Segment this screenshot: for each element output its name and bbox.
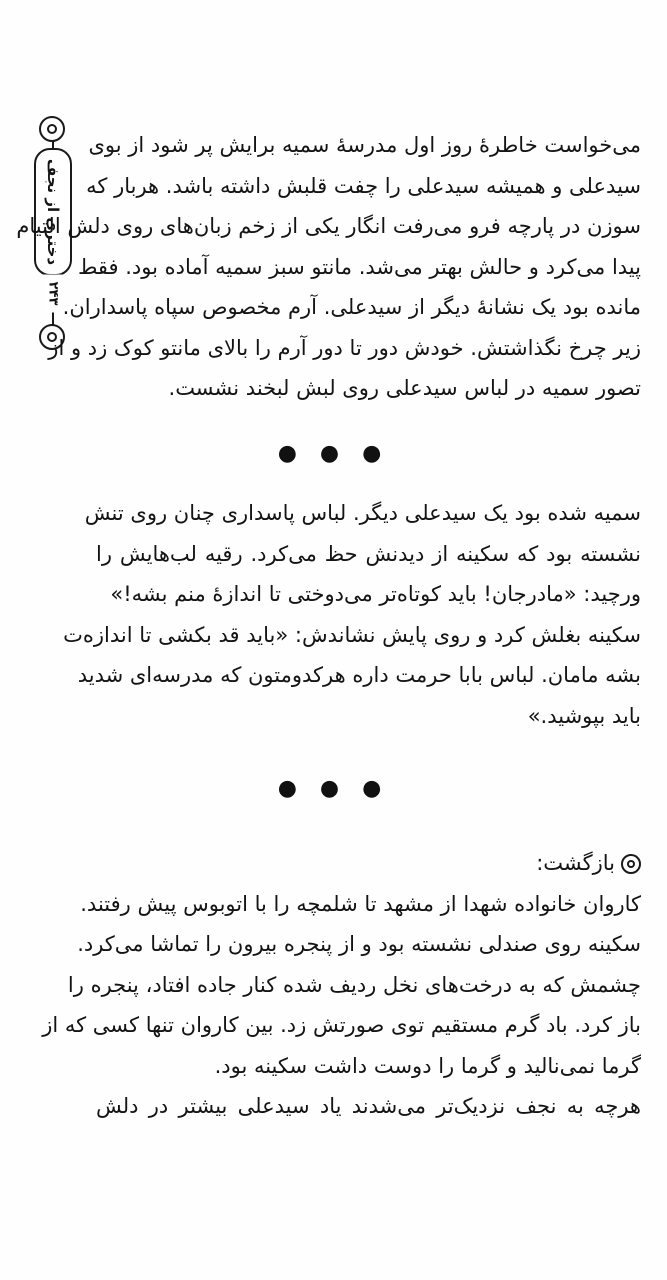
text-line: می‌خواست خاطرهٔ روز اول مدرسهٔ سمیه برایش پر شود از بوی xyxy=(88,133,641,157)
text-line: باز کرد. باد گرم مستقیم توی صورتش زد. بین کاروان تنها کسی که از xyxy=(42,1013,641,1037)
book-title: دختری از نجف xyxy=(44,158,62,266)
text-line: سمیه شده بود یک سیدعلی دیگر. لباس پاسداری چنان روی تنش xyxy=(84,501,641,525)
ornament-circle-icon xyxy=(621,854,641,874)
text-line: سوزن در پارچه فرو می‌رفت انگار یکی از زخم زبان‌های روی دلش التیام xyxy=(16,214,641,238)
text-line: مانده بود یک نشانهٔ دیگر از سیدعلی. آرم مخصوص سپاه پاسداران. xyxy=(62,295,641,319)
paragraph-3 xyxy=(42,843,641,1127)
text-line: چشمش که به درخت‌های نخل ردیف شده کنار جاده افتاد، پنجره را xyxy=(67,972,641,997)
text-line: هرچه به نجف نزدیک‌تر می‌شدند یاد سیدعلی بیشتر در دلش xyxy=(96,1094,641,1118)
text-line: زیر چرخ نگذاشتش. خودش دور تا دور آرم را بالای مانتو کوک زد و از xyxy=(48,335,641,360)
text-line: تصور سمیه در لباس سیدعلی روی لبش لبخند نشست. xyxy=(168,376,641,400)
text-line: سیدعلی و همیشه سیدعلی را چفت قلبش داشته باشد. هربار که xyxy=(86,173,641,198)
ornament-circle-icon xyxy=(39,116,65,142)
section-heading-label: بازگشت: xyxy=(536,851,615,875)
page-number: ۲۴۳ xyxy=(44,275,63,313)
text-line: ورچید: «مادرجان! باید کوتاه‌تر می‌دوختی تا اندازهٔ منم بشه!» xyxy=(110,582,641,606)
text-line: کاروان خانواده شهدا از مشهد تا شلمچه را با اتوبوس پیش رفتند. xyxy=(80,891,641,916)
text-line: گرما نمی‌نالید و گرما را دوست داشت سکینه بود. xyxy=(214,1053,641,1078)
section-separator: ● ● ● xyxy=(277,441,390,466)
text-line: بشه مامان. لباس بابا حرمت داره هرکدومتون که مدرسه‌ای شدید xyxy=(77,663,641,687)
text-line: سکینه روی صندلی نشسته بود و از پنجره بیرون را تماشا می‌کرد. xyxy=(77,932,641,956)
section-separator: ● ● ● xyxy=(277,776,390,801)
text-line: نشسته بود که سکینه از دیدنش حظ می‌کرد. رقیه لب‌هایش را xyxy=(96,541,641,566)
text-line: پیدا می‌کرد و حالش بهتر می‌شد. مانتو سبز سمیه آماده بود. فقط xyxy=(77,254,641,279)
text-line: سکینه بغلش کرد و روی پایش نشاندش: «باید قد بکشی تا اندازه‌ت xyxy=(63,622,641,647)
paragraph-2 xyxy=(63,493,641,736)
text-line: باید بپوشید.» xyxy=(527,703,641,728)
section-heading xyxy=(96,843,641,884)
